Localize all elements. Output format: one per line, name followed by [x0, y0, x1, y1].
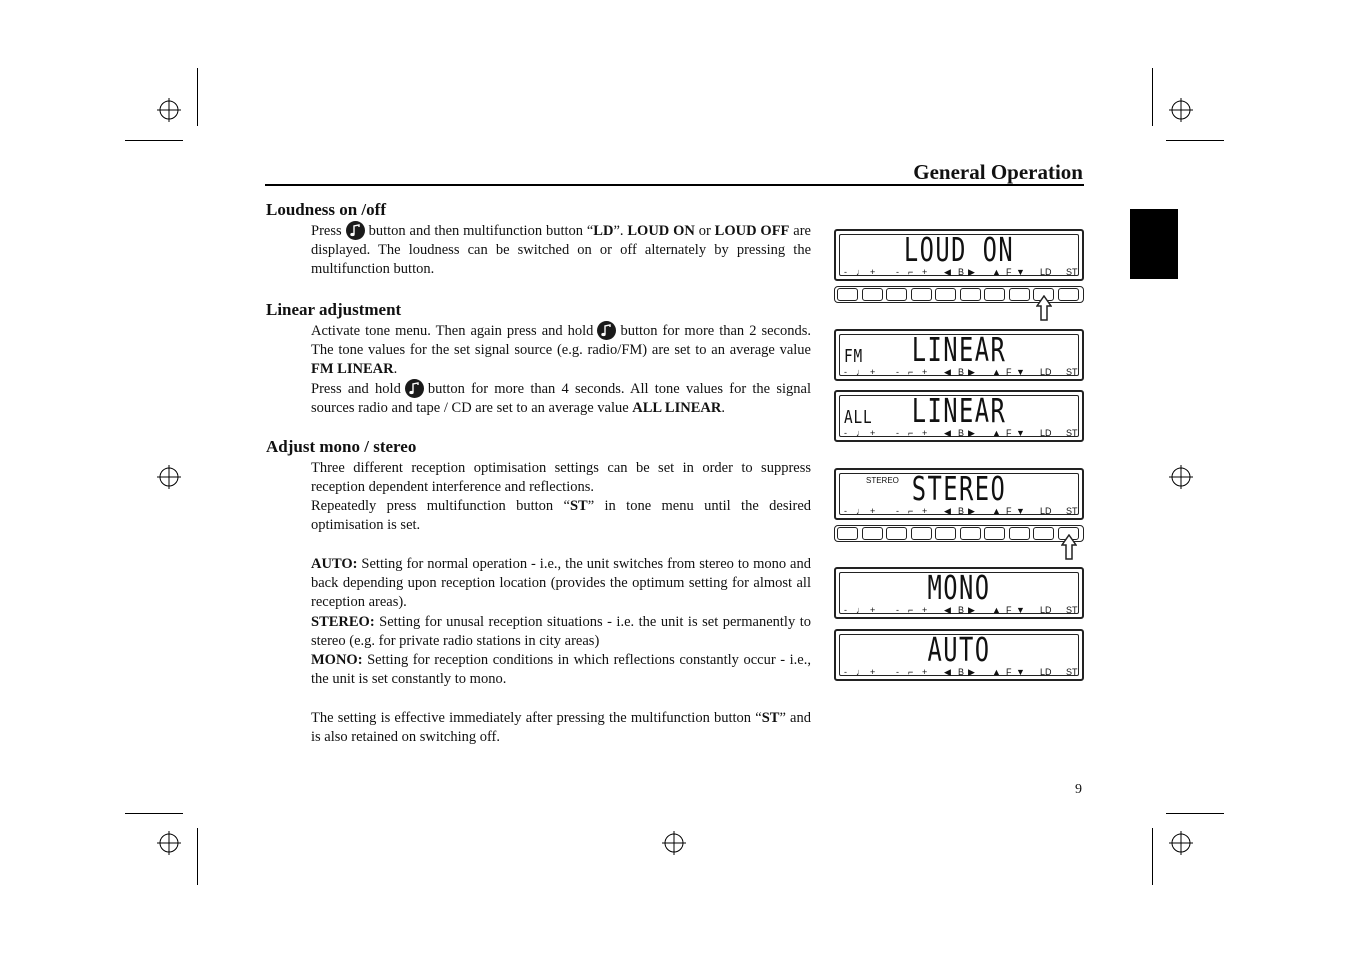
lcd-status-glyph: + [870, 667, 876, 677]
mono-stereo-paragraph-1: Three different reception optimisation settings can be set in order to suppress reception dependent interference and reflections. [311, 460, 811, 496]
lcd-display-fm-linear [834, 329, 1084, 381]
section-heading-mono-stereo: Adjust mono / stereo [266, 437, 417, 456]
lcd-status-glyph: + [870, 428, 876, 438]
multifunction-button [960, 527, 981, 540]
lcd-status-glyph: ♩ [856, 605, 865, 615]
lcd-status-glyph: LD [1040, 605, 1052, 615]
lcd-status-glyph: - [844, 367, 847, 377]
chapter-tab [1130, 209, 1178, 279]
lcd-status-glyph: ST [1066, 506, 1078, 516]
crosshair-icon [157, 465, 181, 489]
lcd-status-bar [844, 367, 1078, 378]
up-arrow-icon [1036, 295, 1052, 321]
lcd-status-bar [844, 267, 1078, 278]
lcd-status-glyph: ▲ [992, 605, 1001, 615]
crop-mark [1166, 140, 1224, 141]
tone-note-icon [346, 221, 365, 240]
lcd-status-glyph: LD [1040, 667, 1052, 677]
lcd-display-stereo [834, 468, 1084, 520]
lcd-status-glyph: ▶ [968, 506, 975, 516]
mono-stereo-paragraph-2: Repeatedly press multifunction button “ST” in tone menu until the desired optimisation is set. [311, 498, 811, 534]
lcd-status-bar [844, 506, 1078, 517]
tone-note-icon [405, 379, 424, 398]
lcd-status-glyph: + [922, 506, 928, 516]
lcd-status-glyph: ♩ [856, 667, 865, 677]
lcd-status-glyph: ◀ [944, 605, 951, 615]
lcd-display-all-linear [834, 390, 1084, 442]
lcd-status-glyph: ▶ [968, 667, 975, 677]
lcd-status-glyph: ⌐ [908, 506, 914, 516]
lcd-prefix-text: ALL [844, 407, 873, 428]
lcd-status-glyph: + [922, 428, 928, 438]
mono-stereo-paragraph-3: The setting is effective immediately after pressing the multifunction button “ST” and is also retained on switching off. [311, 710, 811, 746]
multifunction-button [984, 288, 1005, 301]
crosshair-icon [157, 98, 181, 122]
multifunction-button [1033, 527, 1054, 540]
lcd-status-glyph: ▲ [992, 367, 1001, 377]
lcd-status-glyph: B [958, 428, 965, 438]
lcd-status-glyph: - [844, 506, 847, 516]
linear-paragraph-2: Press and hold button for more than 4 seconds. All tone values for the signal sources radio and tape / CD are set to an average value ALL LINEAR. [311, 381, 811, 417]
crop-mark [1152, 68, 1153, 126]
lcd-status-glyph: ▶ [968, 605, 975, 615]
lcd-status-glyph: - [896, 367, 899, 377]
lcd-status-glyph: LD [1040, 267, 1052, 277]
lcd-status-glyph: + [870, 605, 876, 615]
lcd-status-glyph: ▼ [1016, 667, 1025, 677]
lcd-status-glyph: + [922, 367, 928, 377]
lcd-main-text: AUTO [927, 630, 991, 669]
lcd-status-glyph: B [958, 605, 965, 615]
lcd-status-glyph: ⌐ [908, 605, 914, 615]
page-number: 9 [1075, 782, 1082, 797]
lcd-status-glyph: ♩ [856, 367, 865, 377]
mono-description: MONO: Setting for reception conditions in which reflections constantly occur - i.e., the unit is set constantly to mono. [311, 652, 811, 688]
lcd-status-glyph: - [844, 605, 847, 615]
lcd-status-glyph: ▼ [1016, 367, 1025, 377]
lcd-status-glyph: ◀ [944, 506, 951, 516]
section-heading-loudness: Loudness on /off [266, 200, 386, 219]
crosshair-icon [1169, 465, 1193, 489]
stereo-description: STEREO: Setting for unusal reception situations - i.e. the unit is set permanently to stereo (e.g. for private radio stations in city areas) [311, 614, 811, 650]
lcd-status-bar [844, 667, 1078, 678]
lcd-status-glyph: ▲ [992, 667, 1001, 677]
up-arrow-icon [1061, 534, 1077, 560]
lcd-status-glyph: ◀ [944, 367, 951, 377]
lcd-status-glyph: - [896, 428, 899, 438]
crosshair-icon [1169, 98, 1193, 122]
lcd-status-glyph: ♩ [856, 267, 865, 277]
lcd-status-glyph: B [958, 367, 965, 377]
lcd-status-glyph: ◀ [944, 667, 951, 677]
lcd-status-glyph: ◀ [944, 428, 951, 438]
lcd-status-glyph: + [870, 367, 876, 377]
lcd-status-bar [844, 428, 1078, 439]
crop-mark [197, 828, 198, 885]
multifunction-button [960, 288, 981, 301]
lcd-status-glyph: - [896, 506, 899, 516]
lcd-status-glyph: ST [1066, 667, 1078, 677]
crop-mark [125, 140, 183, 141]
lcd-status-glyph: ▶ [968, 267, 975, 277]
lcd-status-glyph: ♩ [856, 506, 865, 516]
lcd-status-glyph: ▼ [1016, 267, 1025, 277]
lcd-prefix-text: FM [844, 346, 863, 367]
lcd-status-glyph: ⌐ [908, 367, 914, 377]
lcd-status-glyph: F [1006, 506, 1012, 516]
lcd-status-glyph: ST [1066, 428, 1078, 438]
lcd-status-glyph: - [844, 428, 847, 438]
lcd-status-glyph: ST [1066, 367, 1078, 377]
multifunction-button [935, 527, 956, 540]
lcd-status-glyph: + [922, 667, 928, 677]
crop-mark [125, 813, 183, 814]
lcd-status-glyph: B [958, 667, 965, 677]
lcd-status-glyph: + [922, 267, 928, 277]
lcd-status-glyph: - [896, 605, 899, 615]
auto-description: AUTO: Setting for normal operation - i.e., the unit switches from stereo to mono and back depending upon reception location (provides the optimum setting for almost all reception areas). [311, 556, 811, 611]
crop-mark [1166, 813, 1224, 814]
lcd-status-glyph: F [1006, 367, 1012, 377]
lcd-status-glyph: - [844, 667, 847, 677]
lcd-status-glyph: F [1006, 667, 1012, 677]
button-row [834, 525, 1084, 545]
lcd-main-text: LOUD ON [903, 230, 1015, 269]
header-rule [265, 184, 1084, 186]
multifunction-button [935, 288, 956, 301]
multifunction-button [837, 288, 858, 301]
lcd-status-glyph: - [896, 267, 899, 277]
button-row [834, 286, 1084, 306]
tone-note-icon [597, 321, 616, 340]
section-heading-linear: Linear adjustment [266, 300, 402, 319]
lcd-status-glyph: ST [1066, 267, 1078, 277]
lcd-status-glyph: B [958, 267, 965, 277]
lcd-status-glyph: ⌐ [908, 267, 914, 277]
crop-mark [1152, 828, 1153, 885]
multifunction-button [1009, 527, 1030, 540]
multifunction-button [1009, 288, 1030, 301]
lcd-status-glyph: ▼ [1016, 506, 1025, 516]
lcd-main-text: STEREO [911, 469, 1007, 508]
lcd-status-glyph: F [1006, 267, 1012, 277]
lcd-status-glyph: F [1006, 428, 1012, 438]
lcd-main-text: MONO [927, 568, 991, 607]
lcd-status-glyph: LD [1040, 367, 1052, 377]
multifunction-button [862, 527, 883, 540]
multifunction-button [862, 288, 883, 301]
lcd-main-text: LINEAR [911, 330, 1007, 369]
lcd-status-glyph: ▶ [968, 428, 975, 438]
lcd-display-mono [834, 567, 1084, 619]
lcd-status-bar [844, 605, 1078, 616]
lcd-status-glyph: + [870, 506, 876, 516]
lcd-status-glyph: ▲ [992, 506, 1001, 516]
lcd-status-glyph: F [1006, 605, 1012, 615]
multifunction-button [911, 527, 932, 540]
multifunction-button [984, 527, 1005, 540]
crosshair-icon [1169, 831, 1193, 855]
lcd-display-auto [834, 629, 1084, 681]
lcd-display-loud-on [834, 229, 1084, 281]
lcd-status-glyph: + [922, 605, 928, 615]
multifunction-button [886, 527, 907, 540]
multifunction-button [837, 527, 858, 540]
lcd-status-glyph: LD [1040, 428, 1052, 438]
multifunction-button [911, 288, 932, 301]
lcd-status-glyph: ▲ [992, 267, 1001, 277]
lcd-status-glyph: ◀ [944, 267, 951, 277]
page-title: General Operation [913, 160, 1083, 184]
crop-mark [197, 68, 198, 126]
lcd-status-glyph: ST [1066, 605, 1078, 615]
crosshair-icon [662, 831, 686, 855]
lcd-status-glyph: B [958, 506, 965, 516]
lcd-status-glyph: - [896, 667, 899, 677]
lcd-status-glyph: ⌐ [908, 667, 914, 677]
multifunction-button [1058, 288, 1079, 301]
loudness-paragraph: Press button and then multifunction button “LD”. LOUD ON or LOUD OFF are displayed. The loudness can be switched on or off alternately by pressing the multifunction button. [311, 223, 811, 278]
lcd-status-glyph: LD [1040, 506, 1052, 516]
lcd-status-glyph: ♩ [856, 428, 865, 438]
lcd-status-glyph: + [870, 267, 876, 277]
lcd-status-glyph: ⌐ [908, 428, 914, 438]
lcd-main-text: LINEAR [911, 391, 1007, 430]
linear-paragraph-1: Activate tone menu. Then again press and hold button for more than 2 seconds. The tone values for the set signal source (e.g. radio/FM) are set to an average value FM LINEAR. [311, 323, 811, 378]
lcd-status-glyph: ▶ [968, 367, 975, 377]
lcd-status-glyph: ▼ [1016, 605, 1025, 615]
lcd-status-glyph: ▼ [1016, 428, 1025, 438]
crosshair-icon [157, 831, 181, 855]
lcd-status-glyph: ▲ [992, 428, 1001, 438]
lcd-status-glyph: - [844, 267, 847, 277]
multifunction-button [886, 288, 907, 301]
lcd-stereo-tag: STEREO [866, 476, 899, 485]
